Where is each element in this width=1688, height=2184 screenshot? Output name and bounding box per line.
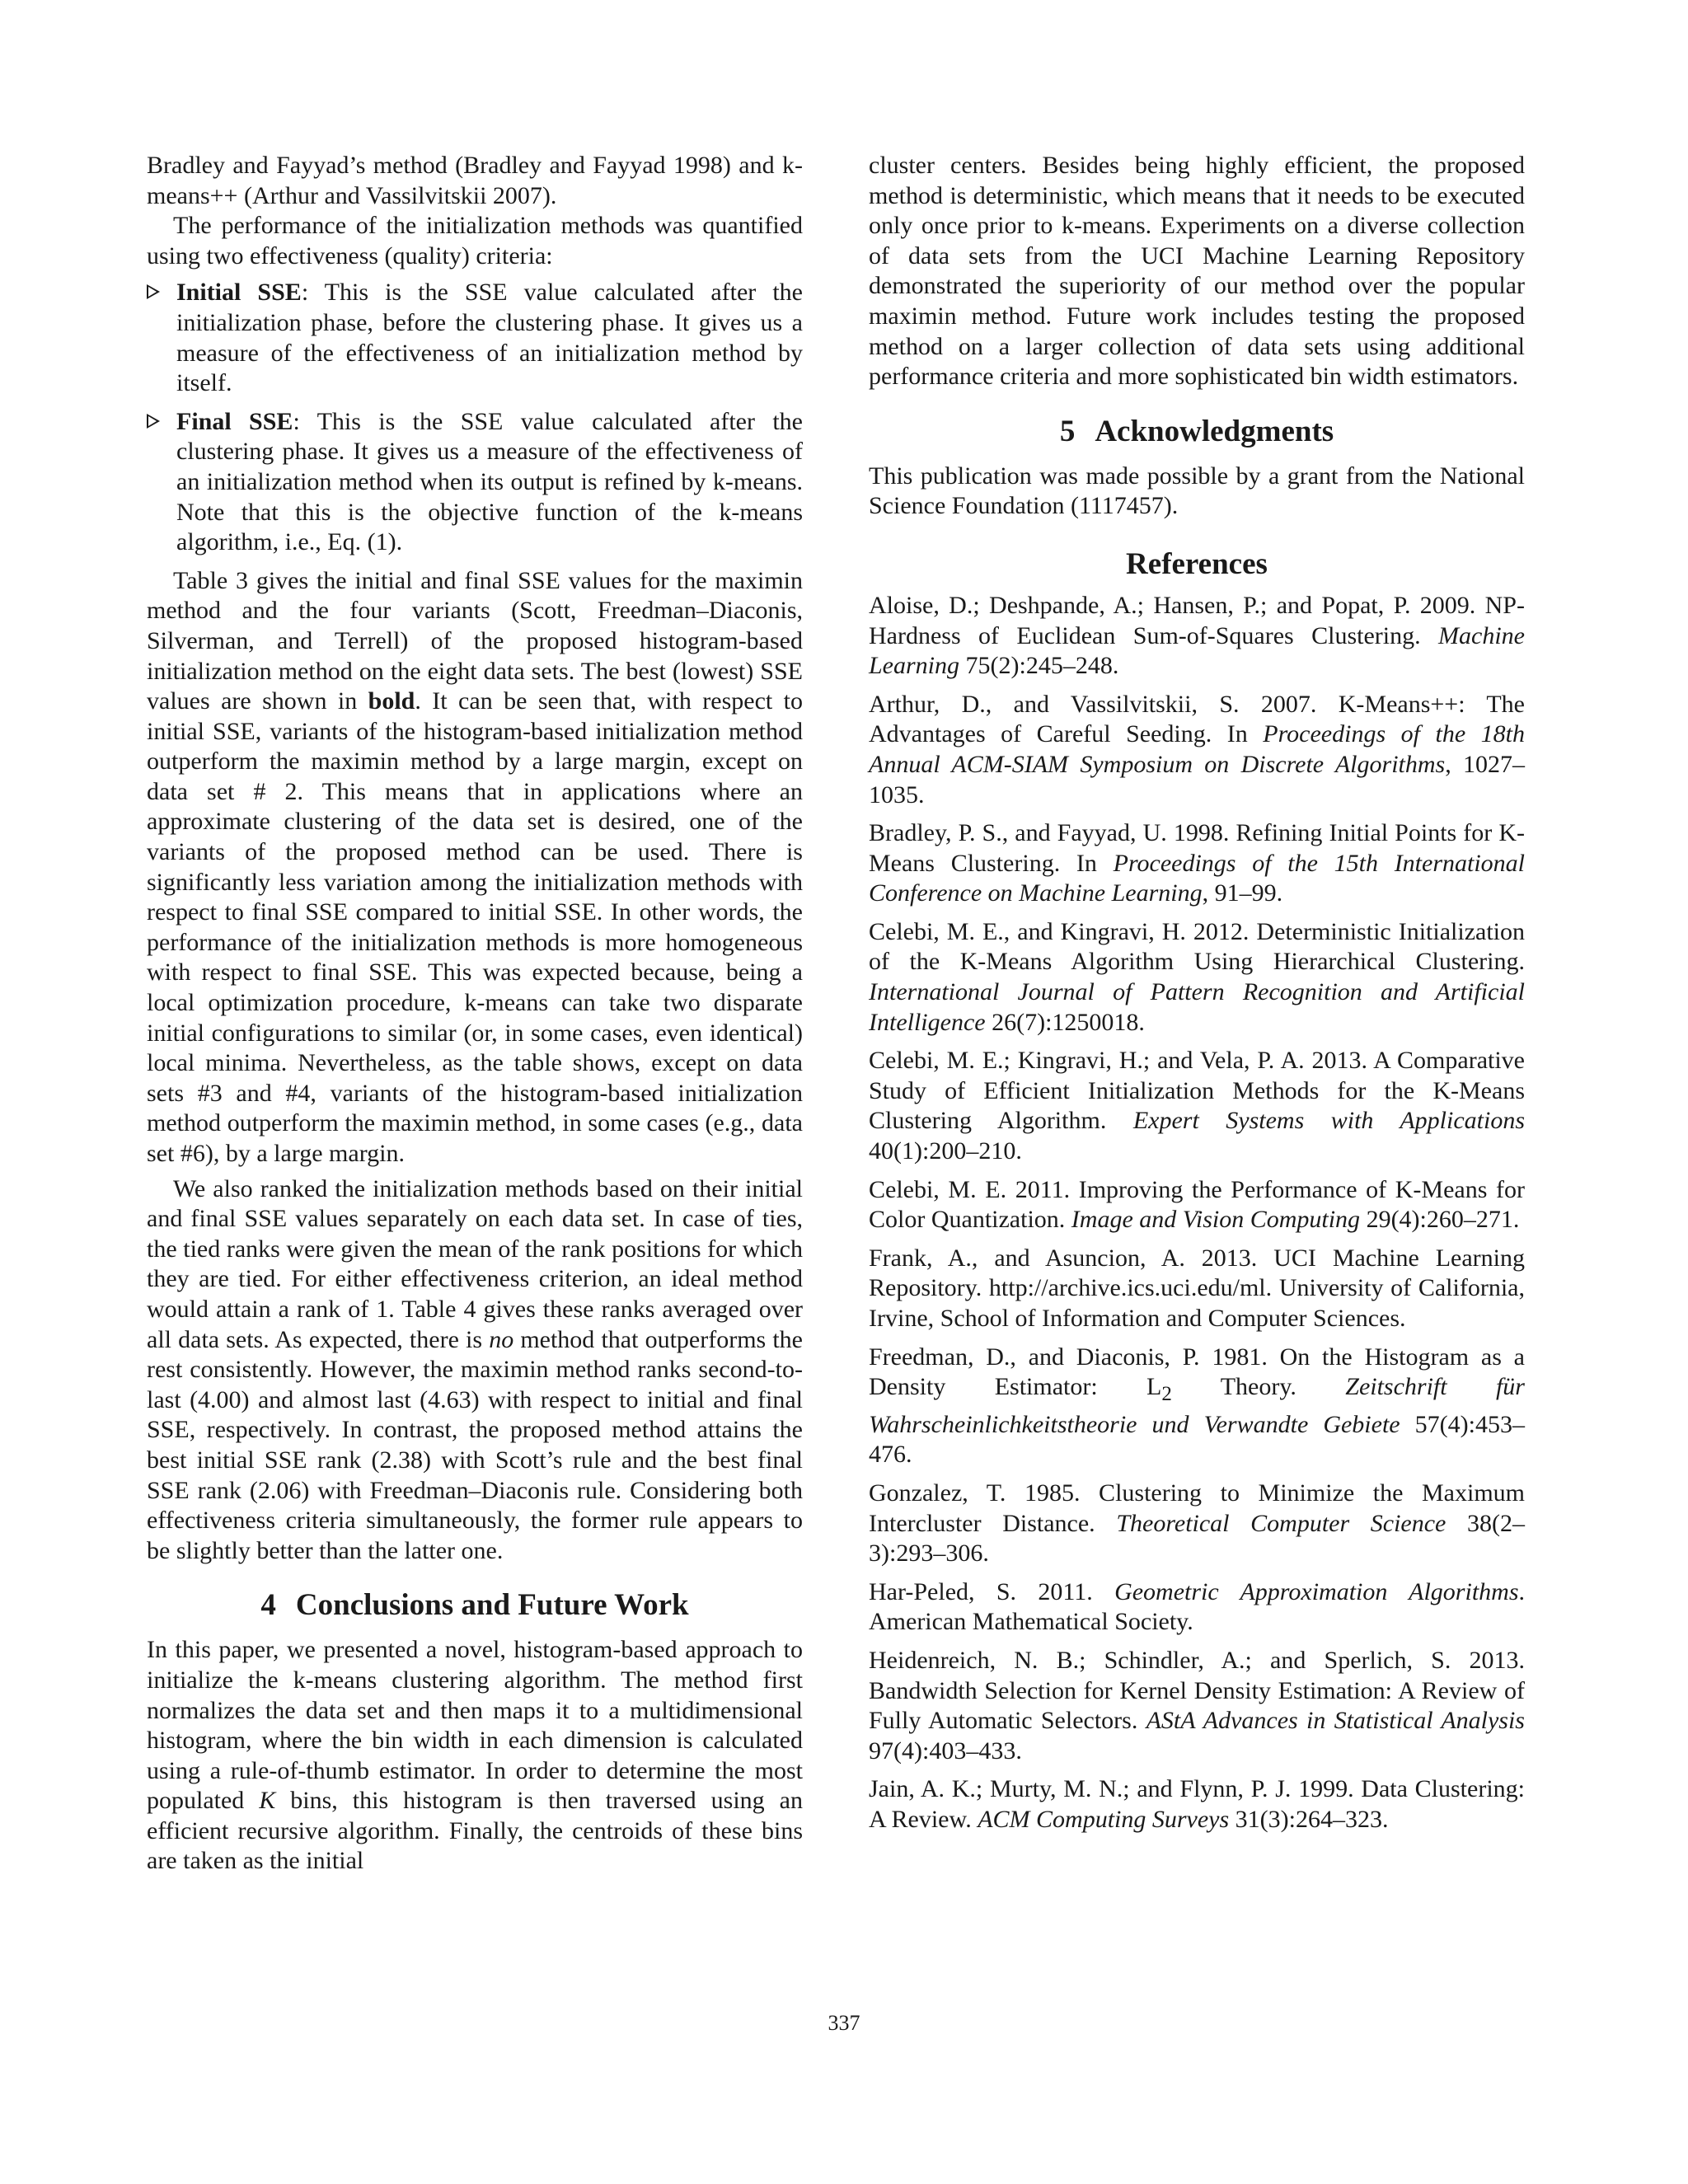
left-column [147,151,803,1877]
ref-text: 26(7):1250018. [985,1008,1145,1036]
ref-text: Frank, A., and Asuncion, A. 2013. UCI Machine Learning Repository. http://archive.ics.uci.edu/ml. University of California, Irvine, School of Information and Computer Sciences. [869,1244,1525,1332]
ref-text: 40(1):200–210. [869,1137,1022,1165]
ref-text: Jain, A. K.; Murty, M. N.; and Flynn, P. J. 1999. Data Clustering: A Review. [869,1775,1525,1833]
reference-item [869,1774,1525,1835]
paragraph-acknowledgments: This publication was made possible by a grant from the National Science Foundation (1117457). [869,462,1525,520]
ref-text: , 1027–1035. [869,750,1525,808]
ref-text: Aloise, D.; Deshpande, A.; Hansen, P.; and Popat, P. 2009. NP-Hardness of Euclidean Sum-of-Squares Clustering. [869,591,1525,649]
text-span: . It can be seen that, with respect to initial SSE, variants of the histogram-based initialization method outperform the maximin method by a large margin, except on data set # 2. This means that in applications where an approximate clustering of the data set is desired, one of the variants of the proposed method can be used. There is significantly less variation among the initialization methods with respect to final SSE compared to initial SSE. In other words, the performance of the initialization methods is more homogeneous with respect to final SSE. This was expected because, being a local optimization procedure, k-means can take two disparate initial configurations to similar (or, in some cases, even identical) local minima. Nevertheless, as the table shows, except on data sets #3 and #4, variants of the histogram-based initialization method outperform the maximin method, in some cases (e.g., data set #6), by a large margin. [147,687,803,1167]
text-span: method that outperforms the rest consistently. However, the maximin method ranks second-to-last (4.00) and almost last (4.63) with respect to initial and final SSE, respectively. In contrast, the proposed method attains the best initial SSE rank (2.38) with Scott’s rule and the best final SSE rank (2.06) with Freedman–Diaconis rule. Considering both effectiveness criteria simultaneously, the former rule appears to be slightly better than the latter one. [147,1325,803,1564]
ref-text: 97(4):403–433. [869,1736,1022,1765]
bold-word: bold [368,687,415,715]
ref-venue: Expert Systems with Applications [1132,1107,1525,1135]
reference-item [869,1479,1525,1569]
reference-item [869,1244,1525,1334]
ref-text: 57(4):453–476. [869,1410,1525,1469]
list-item-initial-sse [147,278,803,398]
reference-item [869,917,1525,1038]
italic-word: no [489,1325,514,1353]
ref-text: Theory. [1171,1373,1346,1401]
reference-item [869,1646,1525,1766]
ref-text: Arthur, D., and Vassilvitskii, S. 2007. K-Means++: The Advantages of Careful Seeding. In [869,690,1525,748]
ref-text: Bradley, P. S., and Fayyad, U. 1998. Refining Initial Points for K-Means Clustering. In [869,819,1525,877]
paragraph-performance: The performance of the initialization methods was quantified using two effectiveness (quality) criteria: [147,212,803,269]
reference-item [869,690,1525,810]
ref-venue: Machine Learning [869,621,1525,680]
ref-venue: ACM Computing Surveys [978,1805,1230,1833]
reference-item [869,1343,1525,1470]
paragraph-table3 [147,566,803,1169]
criteria-list [147,278,803,557]
paragraph-conclusions-continued: cluster centers. Besides being highly efficient, the proposed method is deterministic, which means that it needs to be executed only once prior to k-means. Experiments on a diverse collection of data sets from the UCI Machine Learning Repository demonstrated the superiority of our method over the popular maximin method. Future work includes testing the proposed method on a larger collection of data sets using additional performance criteria and more sophisticated bin width estimators. [869,152,1525,391]
ref-subscript: 2 [1161,1383,1172,1406]
ref-text: 29(4):260–271. [1360,1206,1520,1234]
ref-text: 31(3):264–323. [1229,1805,1389,1833]
ref-venue: Zeitschrift für Wahrscheinlichkeitstheorie und Verwandte Gebiete [869,1373,1525,1438]
reference-item [869,1175,1525,1235]
text-span: bins, this histogram is then traversed using an efficient recursive algorithm. Finally, the centroids of these bins are taken as the initial [147,1787,803,1875]
right-column [869,151,1525,1844]
ref-text: Celebi, M. E. 2011. Improving the Performance of K-Means for Color Quantization. [869,1175,1525,1234]
desc-final-sse: : This is the SSE value calculated after the clustering phase. It gives us a measure of the effectiveness of an initialization method when its output is refined by k-means. Note that this is the objective function of the k-means algorithm, i.e., Eq. (1). [176,407,803,556]
triangle-bullet-icon [147,414,160,429]
reference-item [869,591,1525,682]
references-list [869,591,1525,1835]
text-span: Table 3 gives the initial and final SSE values for the maximin method and the four variants (Scott, Freedman–Diaconis, Silverman, and Terrell) of the proposed histogram-based initialization method on the eight data sets. The best (lowest) SSE values are shown in [147,566,803,715]
triangle-bullet-icon [147,284,160,299]
ref-venue: Proceedings of the 18th Annual ACM-SIAM Symposium on Discrete Algorithms [869,720,1525,778]
ref-text: Freedman, D., and Diaconis, P. 1981. On the Histogram as a Density Estimator: L [869,1343,1525,1401]
ref-venue: Proceedings of the 15th International Conference on Machine Learning [869,849,1526,907]
ref-venue: Geometric Approximation Algorithms [1114,1577,1519,1605]
paragraph-conclusions [147,1635,803,1877]
ref-text: Gonzalez, T. 1985. Clustering to Minimize the Maximum Intercluster Distance. [869,1479,1525,1537]
ref-text: Celebi, M. E., and Kingravi, H. 2012. Deterministic Initialization of the K-Means Algorithm Using Hierarchical Clustering. [869,917,1525,976]
math-k: K [259,1787,276,1815]
ref-venue: International Journal of Pattern Recognition and Artificial Intelligence [869,978,1525,1036]
references-heading: References [1126,546,1268,581]
desc-initial-sse: : This is the SSE value calculated after the initialization phase, before the clustering phase. It gives us a measure of the effectiveness of an initialization method by itself. [176,279,803,397]
section-title: Conclusions and Future Work [295,1588,689,1623]
paragraph-ranking [147,1174,803,1567]
text-span: In this paper, we presented a novel, histogram-based approach to initialize the k-means clustering algorithm. The method first normalizes the data set and then maps it to a multidimensional histogram, where the bin width in each dimension is calculated using a rule-of-thumb estimator. In order to determine the most populated [147,1636,803,1815]
section-number: 5 [1059,414,1076,448]
reference-item [869,1046,1525,1166]
reference-item [869,818,1525,909]
ref-text: Heidenreich, N. B.; Schindler, A.; and Sperlich, S. 2013. Bandwidth Selection for Kernel Density Estimation: A Review of Fully Automatic Selectors. [869,1646,1525,1735]
ref-venue: Theoretical Computer Science [1116,1509,1447,1537]
section-title: Acknowledgments [1095,414,1334,448]
ref-text: Har-Peled, S. 2011. [869,1577,1115,1605]
ref-text: . American Mathematical Society. [869,1577,1525,1636]
page-number: 337 [828,2011,860,2035]
paragraph-intro: Bradley and Fayyad’s method (Bradley and Fayyad 1998) and k-means++ (Arthur and Vassilvitskii 2007). [147,152,803,209]
section-heading-acknowledgments [869,414,1525,450]
ref-text: 75(2):245–248. [959,652,1119,680]
section-number: 4 [260,1588,276,1623]
ref-text: Celebi, M. E.; Kingravi, H.; and Vela, P. A. 2013. A Comparative Study of Efficient Initialization Methods for the K-Means Clustering Algorithm. [869,1047,1525,1135]
text-span: We also ranked the initialization methods based on their initial and final SSE values separately on each data set. In case of ties, the tied ranks were given the mean of the rank positions for which they are tied. For either effectiveness criterion, an ideal method would attain a rank of 1. Table 4 gives these ranks averaged over all data sets. As expected, there is [147,1174,803,1353]
ref-venue: AStA Advances in Statistical Analysis [1146,1707,1525,1735]
ref-text: , 91–99. [1202,879,1283,907]
ref-venue: Image and Vision Computing [1071,1206,1361,1234]
reference-item [869,1577,1525,1638]
list-item-final-sse [147,407,803,558]
section-heading-conclusions [147,1587,803,1624]
term-final-sse: Final SSE [176,407,293,435]
ref-text: 38(2–3):293–306. [869,1509,1525,1568]
term-initial-sse: Initial SSE [176,279,302,307]
